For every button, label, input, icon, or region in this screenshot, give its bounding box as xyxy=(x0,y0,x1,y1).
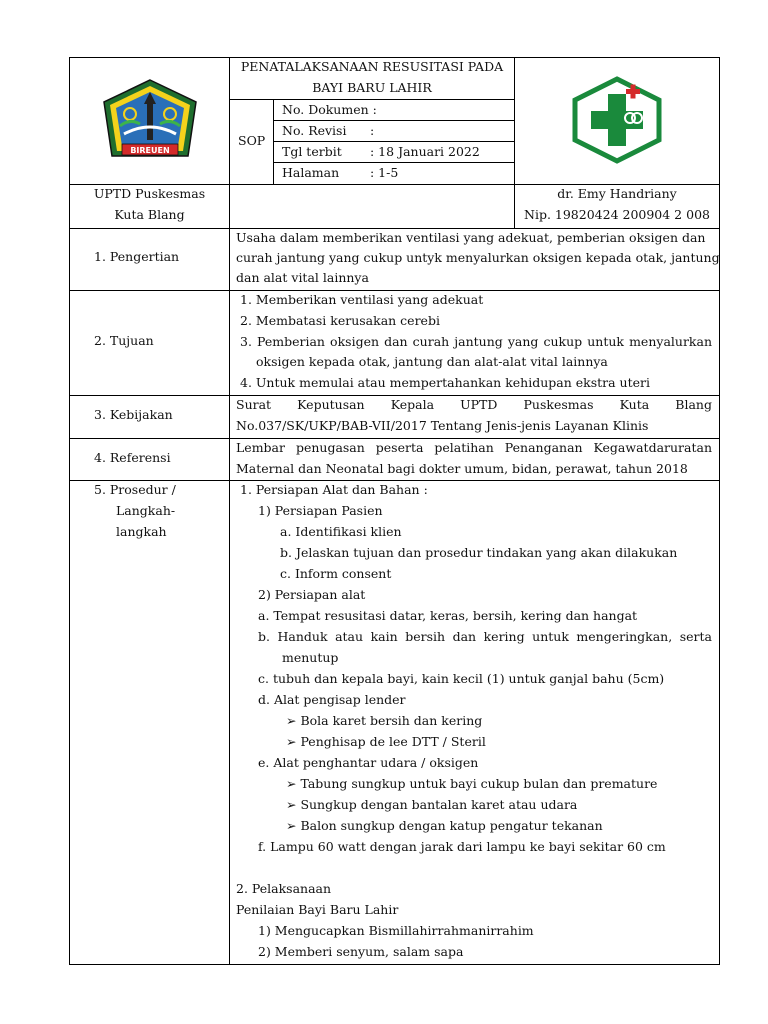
signer-name: dr. Emy Handriany xyxy=(557,186,677,201)
section-label-prosedur: langkah xyxy=(116,524,167,539)
issue-date-value: : 18 Januari 2022 xyxy=(370,144,480,159)
kebijakan-line: No.037/SK/UKP/BAB-VII/2017 Tentang Jenis-jenis Layanan Klinis xyxy=(236,418,649,433)
prosedur-line: menutup xyxy=(282,650,339,665)
tujuan-line: 3. Pemberian oksigen dan curah jantung yang cukup untuk menyalurkan xyxy=(240,334,712,349)
puskesmas-logo xyxy=(570,76,664,164)
prosedur-line: ➢ Penghisap de lee DTT / Steril xyxy=(286,734,486,749)
tujuan-line: 1. Memberikan ventilasi yang adekuat xyxy=(240,292,484,307)
prosedur-line: c. tubuh dan kepala bayi, kain kecil (1) untuk ganjal bahu (5cm) xyxy=(258,671,665,686)
prosedur-line: c. Inform consent xyxy=(280,566,392,581)
issue-date-label: Tgl terbit xyxy=(282,144,342,159)
tujuan-line: 2. Membatasi kerusakan cerebi xyxy=(240,313,440,328)
prosedur-line: f. Lampu 60 watt dengan jarak dari lampu ke bayi sekitar 60 cm xyxy=(258,839,666,854)
prosedur-line: e. Alat penghantar udara / oksigen xyxy=(258,755,479,770)
pengertian-line: Usaha dalam memberikan ventilasi yang adekuat, pemberian oksigen dan xyxy=(236,230,706,245)
prosedur-line: b. Handuk atau kain bersih dan kering untuk mengeringkan, serta xyxy=(258,629,712,644)
section-label-prosedur: Langkah- xyxy=(116,503,176,518)
prosedur-line: 1) Mengucapkan Bismillahirrahmanirrahim xyxy=(258,923,534,938)
prosedur-line: ➢ Balon sungkup dengan katup pengatur tekanan xyxy=(286,818,603,833)
section-label-pengertian: 1. Pengertian xyxy=(94,249,180,264)
referensi-line: Maternal dan Neonatal bagi dokter umum, bidan, perawat, tahun 2018 xyxy=(236,461,688,476)
section-label-prosedur: 5. Prosedur / xyxy=(94,482,176,497)
prosedur-line: d. Alat pengisap lender xyxy=(258,692,406,707)
prosedur-line: b. Jelaskan tujuan dan prosedur tindakan yang akan dilakukan xyxy=(280,545,678,560)
prosedur-line: a. Tempat resusitasi datar, keras, bersih, kering dan hangat xyxy=(258,608,638,623)
page-label: Halaman xyxy=(282,165,340,180)
bireuen-logo xyxy=(100,78,200,164)
prosedur-line: 2) Memberi senyum, salam sapa xyxy=(258,944,464,959)
prosedur-line: ➢ Sungkup dengan bantalan karet atau udara xyxy=(286,797,578,812)
prosedur-line: Penilaian Bayi Baru Lahir xyxy=(236,902,399,917)
tujuan-line: oksigen kepada otak, jantung dan alat-alat vital lainnya xyxy=(256,354,608,369)
section-label-referensi: 4. Referensi xyxy=(94,450,171,465)
prosedur-line: 2. Pelaksanaan xyxy=(236,881,332,896)
page-value: : 1-5 xyxy=(370,165,399,180)
tujuan-line: 4. Untuk memulai atau mempertahankan kehidupan ekstra uteri xyxy=(240,375,650,390)
document-title-line-2: BAYI BARU LAHIR xyxy=(312,80,432,95)
pengertian-line: dan alat vital lainnya xyxy=(236,270,369,285)
revision-value: : xyxy=(370,123,375,138)
signer-nip: Nip. 19820424 200904 2 008 xyxy=(524,207,710,222)
doc-number-label: No. Dokumen : xyxy=(282,102,377,117)
prosedur-line: a. Identifikasi klien xyxy=(280,524,402,539)
section-label-tujuan: 2. Tujuan xyxy=(94,333,154,348)
unit-name-line-2: Kuta Blang xyxy=(114,207,185,222)
prosedur-line: 1. Persiapan Alat dan Bahan : xyxy=(240,482,428,497)
unit-name-line-1: UPTD Puskesmas xyxy=(93,186,206,201)
referensi-line: Lembar penugasan peserta pelatihan Penanganan Kegawatdaruratan xyxy=(236,440,712,455)
document-title-line-1: PENATALAKSANAAN RESUSITASI PADA xyxy=(240,59,504,74)
section-label-kebijakan: 3. Kebijakan xyxy=(94,407,173,422)
prosedur-line: 2) Persiapan alat xyxy=(258,587,366,602)
prosedur-line: 1) Persiapan Pasien xyxy=(258,503,383,518)
prosedur-line: ➢ Bola karet bersih dan kering xyxy=(286,713,483,728)
prosedur-line: ➢ Tabung sungkup untuk bayi cukup bulan dan premature xyxy=(286,776,658,791)
logo-text: BIREUEN xyxy=(130,146,170,155)
kebijakan-line: Surat Keputusan Kepala UPTD Puskesmas Kuta Blang xyxy=(236,397,712,412)
pengertian-line: curah jantung yang cukup untyk menyalurkan oksigen kepada otak, jantung xyxy=(236,250,720,265)
sop-label: SOP xyxy=(238,133,266,148)
revision-label: No. Revisi xyxy=(282,123,347,138)
